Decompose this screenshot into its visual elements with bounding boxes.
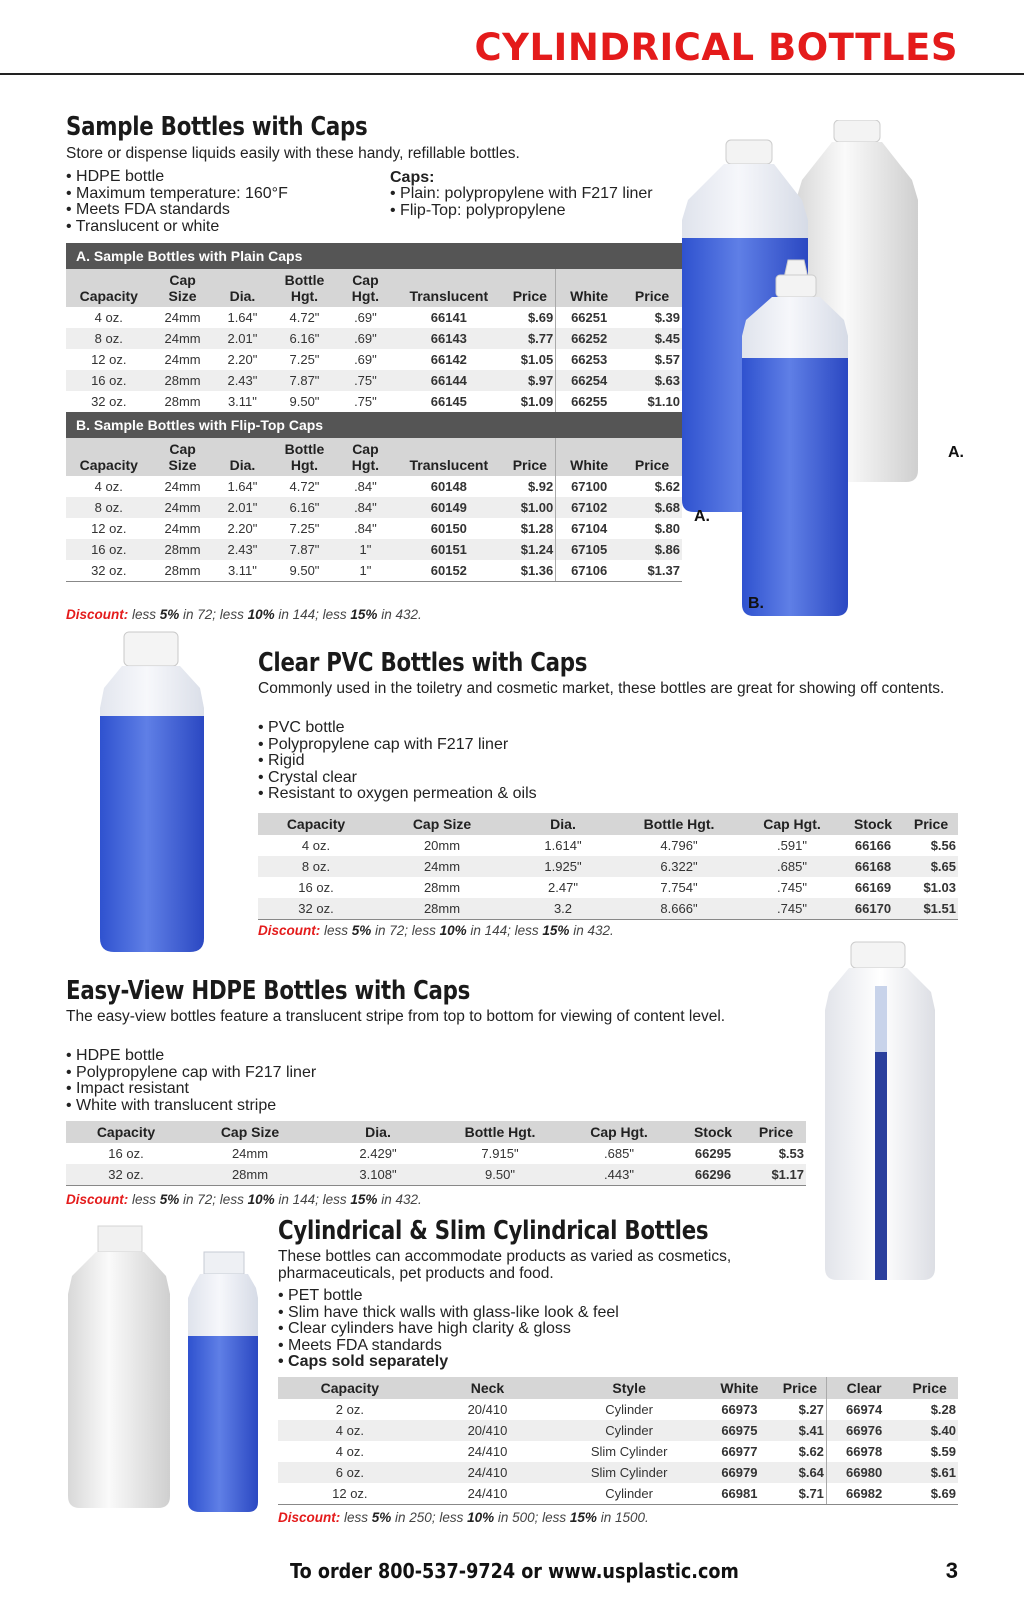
table-row: 4 oz. 20mm 1.614" 4.796" .591" 66166 $.56 xyxy=(301,838,956,853)
table-row: 12 oz. 24/410 Cylinder 66981 $.71 66982 $.69 xyxy=(278,1483,958,1504)
col-translucent: Translucent xyxy=(393,269,504,307)
col-style: Style xyxy=(553,1377,705,1399)
easyview-bullet: • White with translucent stripe xyxy=(66,1098,316,1115)
caps-heading: Caps: xyxy=(390,169,435,186)
pvc-bullets xyxy=(258,720,537,803)
table-row: 8 oz. 24mm 2.01" 6.16" .69" 66143 $.77 66252 $.45 xyxy=(66,328,682,349)
caps-bullet: • Flip-Top: polypropylene xyxy=(390,203,653,220)
col-price: Price xyxy=(622,438,682,476)
col-price: Price xyxy=(746,1121,806,1143)
col-bottle-hgt: Bottle Hgt. xyxy=(271,269,337,307)
table-row: 32 oz. 28mm 3.108" 9.50" .443" 66296 $1.17 xyxy=(66,1164,806,1185)
sample-intro: Store or dispense liquids easily with these handy, refillable bottles. xyxy=(66,145,520,162)
cylindrical-bullets xyxy=(278,1288,619,1371)
col-bottle-hgt: Bottle Hgt. xyxy=(616,813,742,835)
col-capacity: Capacity xyxy=(258,813,374,835)
sample-bottles-table xyxy=(66,243,682,582)
pvc-intro: Commonly used in the toiletry and cosmetic market, these bottles are great for showing off contents. xyxy=(258,680,945,697)
pvc-discount: Discount: less 5% in 72; less 10% in 144; less 15% in 432. xyxy=(258,923,614,938)
sample-bullets xyxy=(66,169,288,235)
caps-bullet: • Plain: polypropylene with F217 liner xyxy=(390,186,653,203)
cylindrical-bullet-bold: • Caps sold separately xyxy=(278,1354,619,1371)
col-price: Price xyxy=(901,1377,958,1399)
pvc-table xyxy=(258,813,958,920)
cylindrical-table xyxy=(278,1377,958,1505)
col-dia: Dia. xyxy=(214,269,272,307)
col-translucent: Translucent xyxy=(393,438,504,476)
sample-bullet: • Translucent or white xyxy=(66,219,288,236)
table-row: 12 oz. 24mm 2.20" 7.25" .84" 60150 $1.28 67104 $.80 xyxy=(66,518,682,539)
table-row: 16 oz. 28mm 2.47" 7.754" .745" 66169 $1.03 xyxy=(298,880,956,895)
page-number: 3 xyxy=(945,1558,958,1583)
pvc-bottle-photo xyxy=(88,628,218,958)
cylindrical-bullet: • Clear cylinders have high clarity & gloss xyxy=(278,1321,619,1338)
col-white: White xyxy=(705,1377,774,1399)
pvc-bullet: • Resistant to oxygen permeation & oils xyxy=(258,786,537,803)
easyview-table xyxy=(66,1121,806,1186)
col-bottle-hgt: Bottle Hgt. xyxy=(271,438,337,476)
photo-label-a-left: A. xyxy=(694,508,710,525)
cylindrical-bullet: • Meets FDA standards xyxy=(278,1338,619,1355)
pvc-bullet: • Rigid xyxy=(258,753,537,770)
table-row: 12 oz. 24mm 2.20" 7.25" .69" 66142 $1.05 66253 $.57 xyxy=(66,349,682,370)
col-cap-hgt: Cap Hgt. xyxy=(558,1121,680,1143)
sample-section-title: Sample Bottles with Caps xyxy=(66,112,368,142)
cylindrical-bullet: • PET bottle xyxy=(278,1288,619,1305)
easyview-bullet: • HDPE bottle xyxy=(66,1048,316,1065)
col-white: White xyxy=(556,438,622,476)
col-capacity: Capacity xyxy=(278,1377,422,1399)
col-capacity: Capacity xyxy=(66,438,152,476)
cylindrical-section-title: Cylindrical & Slim Cylindrical Bottles xyxy=(278,1216,709,1246)
table-row: 4 oz. 24/410 Slim Cylinder 66977 $.62 66978 $.59 xyxy=(278,1441,958,1462)
table-row: 6 oz. 24/410 Slim Cylinder 66979 $.64 66980 $.61 xyxy=(278,1462,958,1483)
table-row: 16 oz. 28mm 2.43" 7.87" 1" 60151 $1.24 67105 $.86 xyxy=(66,539,682,560)
easyview-bullets xyxy=(66,1048,316,1114)
col-capacity: Capacity xyxy=(66,269,152,307)
table-row: 32 oz. 28mm 3.2 8.666" .745" 66170 $1.51 xyxy=(258,898,958,919)
photo-label-b: B. xyxy=(748,595,764,612)
table-row: 32 oz. 28mm 3.11" 9.50" 1" 60152 $1.36 67106 $1.37 xyxy=(66,560,682,581)
table-row: 4 oz. 20/410 Cylinder 66975 $.41 66976 $.40 xyxy=(278,1420,958,1441)
photo-label-a-right: A. xyxy=(948,444,964,461)
sample-bullet: • Meets FDA standards xyxy=(66,202,288,219)
caps-bullets xyxy=(390,186,653,219)
col-clear: Clear xyxy=(826,1377,901,1399)
col-price: Price xyxy=(504,269,555,307)
pvc-section-title: Clear PVC Bottles with Caps xyxy=(258,648,588,678)
col-cap-hgt: Cap Hgt. xyxy=(338,438,394,476)
col-dia: Dia. xyxy=(214,438,272,476)
col-capacity: Capacity xyxy=(66,1121,186,1143)
col-cap-size: Cap Size xyxy=(152,438,214,476)
table-b-title: B. Sample Bottles with Flip-Top Caps xyxy=(66,412,682,438)
easyview-section-title: Easy-View HDPE Bottles with Caps xyxy=(66,976,471,1006)
pvc-bullet: • Crystal clear xyxy=(258,770,537,787)
table-a-title: A. Sample Bottles with Plain Caps xyxy=(66,243,682,269)
table-row: 2 oz. 20/410 Cylinder 66973 $.27 66974 $.28 xyxy=(278,1399,958,1420)
cylindrical-discount: Discount: less 5% in 250; less 10% in 500; less 15% in 1500. xyxy=(278,1510,649,1525)
sample-discount: Discount: less 5% in 72; less 10% in 144; less 15% in 432. xyxy=(66,607,422,622)
col-price: Price xyxy=(504,438,555,476)
col-bottle-hgt: Bottle Hgt. xyxy=(442,1121,558,1143)
easyview-bottle-photo xyxy=(815,936,945,1286)
col-cap-size: Cap Size xyxy=(374,813,510,835)
table-row: 4 oz. 24mm 1.64" 4.72" .84" 60148 $.92 67100 $.62 xyxy=(66,476,682,497)
easyview-bullet: • Polypropylene cap with F217 liner xyxy=(66,1065,316,1082)
sample-bullet: • Maximum temperature: 160°F xyxy=(66,186,288,203)
col-white: White xyxy=(556,269,622,307)
easyview-discount: Discount: less 5% in 72; less 10% in 144; less 15% in 432. xyxy=(66,1192,422,1207)
table-row: 16 oz. 28mm 2.43" 7.87" .75" 66144 $.97 66254 $.63 xyxy=(66,370,682,391)
easyview-bullet: • Impact resistant xyxy=(66,1081,316,1098)
col-dia: Dia. xyxy=(510,813,616,835)
cylindrical-bottles-photo xyxy=(60,1224,270,1514)
caps-block xyxy=(390,169,653,219)
header-rule xyxy=(0,73,1024,75)
pvc-bullet: • Polypropylene cap with F217 liner xyxy=(258,737,537,754)
order-footer: To order 800-537-9724 or www.usplastic.com xyxy=(290,1559,739,1583)
table-row: 4 oz. 24mm 1.64" 4.72" .69" 66141 $.69 66251 $.39 xyxy=(66,307,682,328)
table-row: 8 oz. 24mm 2.01" 6.16" .84" 60149 $1.00 67102 $.68 xyxy=(66,497,682,518)
col-cap-size: Cap Size xyxy=(186,1121,314,1143)
col-cap-size: Cap Size xyxy=(152,269,214,307)
col-stock: Stock xyxy=(680,1121,746,1143)
col-stock: Stock xyxy=(842,813,904,835)
col-price: Price xyxy=(904,813,958,835)
cylindrical-intro: These bottles can accommodate products as varied as cosmetics, pharmaceuticals, pet products and food. xyxy=(278,1248,732,1282)
easyview-intro: The easy-view bottles feature a translucent stripe from top to bottom for viewing of content level. xyxy=(66,1008,726,1025)
col-cap-hgt: Cap Hgt. xyxy=(742,813,842,835)
col-neck: Neck xyxy=(422,1377,554,1399)
sample-bottles-photo xyxy=(680,120,970,630)
table-row: 32 oz. 28mm 3.11" 9.50" .75" 66145 $1.09 66255 $1.10 xyxy=(66,391,682,412)
sample-bullet: • HDPE bottle xyxy=(66,169,288,186)
col-dia: Dia. xyxy=(314,1121,442,1143)
pvc-bullet: • PVC bottle xyxy=(258,720,537,737)
table-row: 8 oz. 24mm 1.925" 6.322" .685" 66168 $.65 xyxy=(258,856,958,877)
cylindrical-bullet: • Slim have thick walls with glass-like look & feel xyxy=(278,1305,619,1322)
page-header-title: CYLINDRICAL BOTTLES xyxy=(474,26,958,69)
col-price: Price xyxy=(622,269,682,307)
col-price: Price xyxy=(774,1377,827,1399)
col-cap-hgt: Cap Hgt. xyxy=(338,269,394,307)
table-row: 16 oz. 24mm 2.429" 7.915" .685" 66295 $.53 xyxy=(108,1146,804,1161)
